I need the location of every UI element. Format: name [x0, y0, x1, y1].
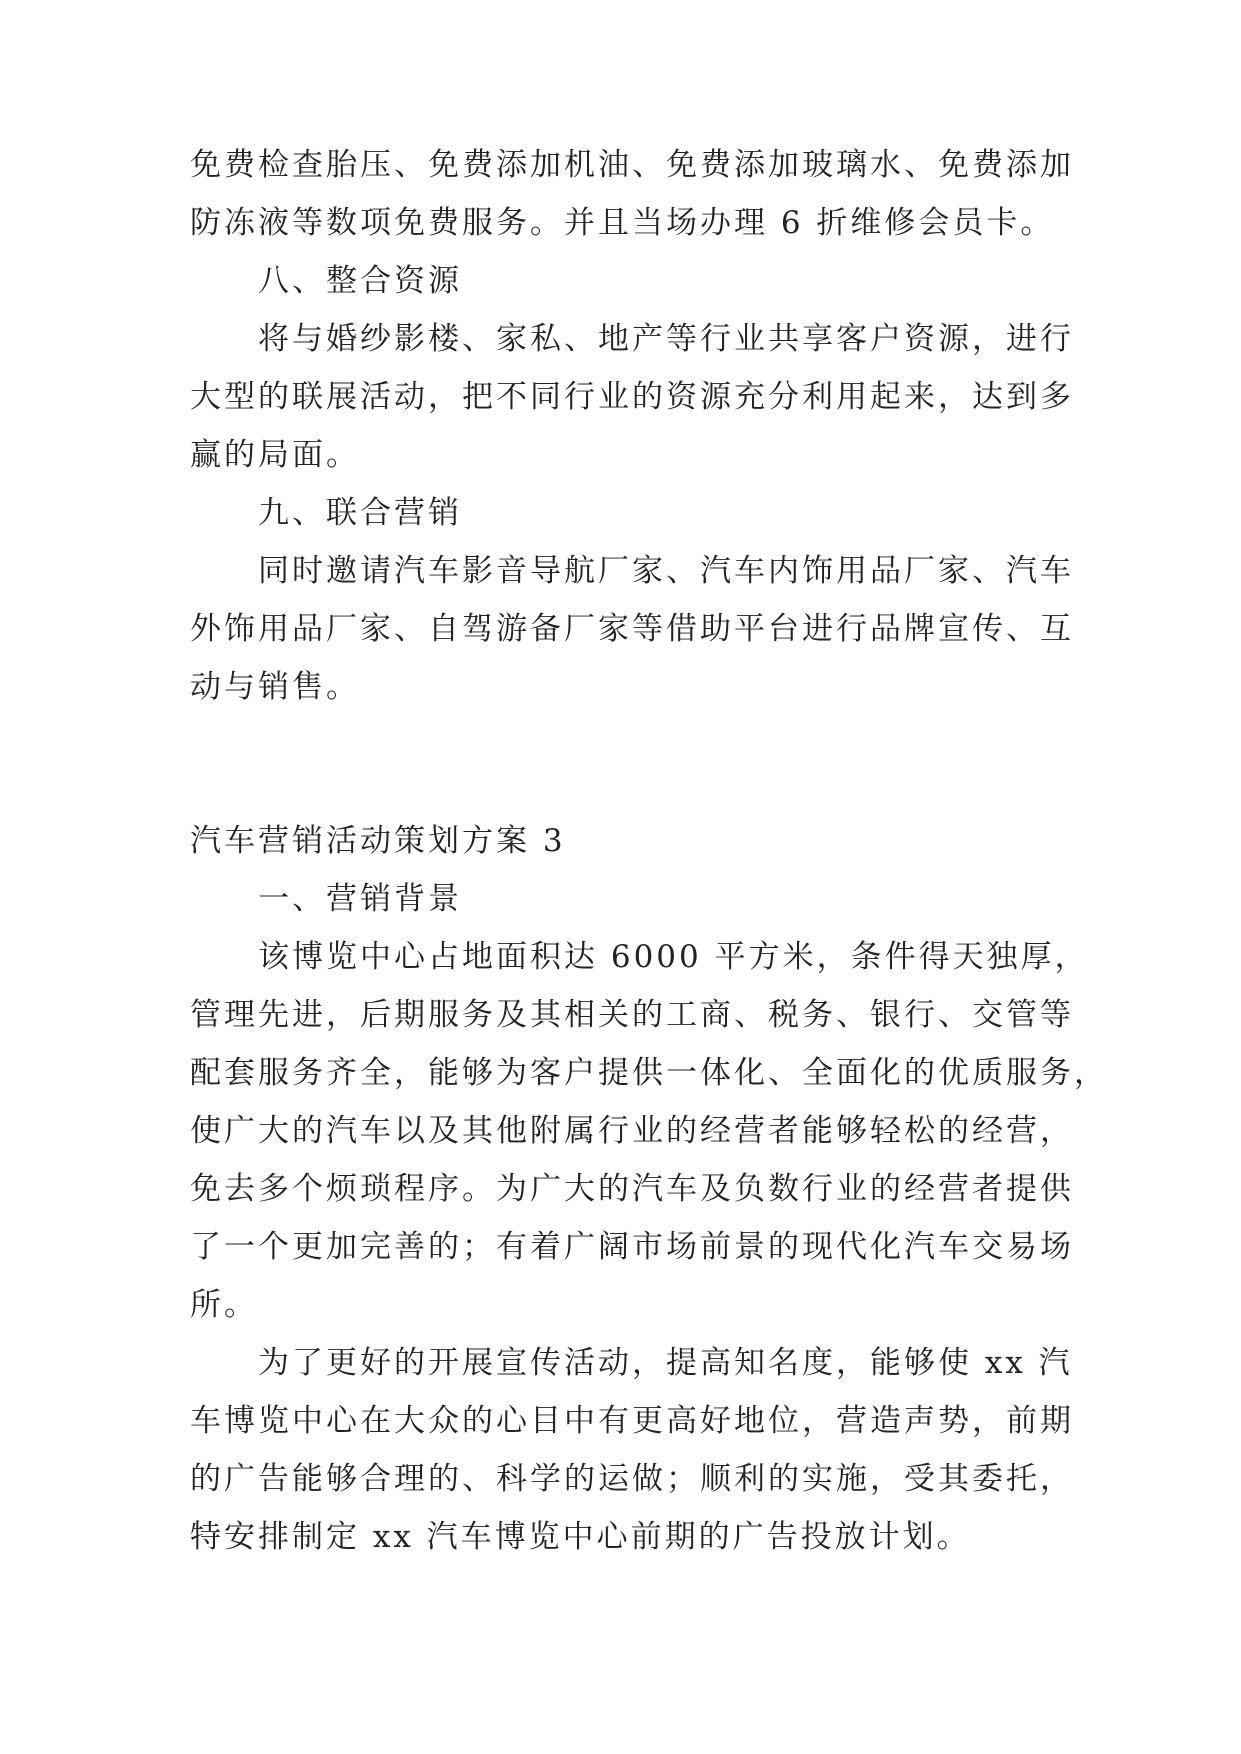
- heading-marketing-background: 一、营销背景: [258, 881, 462, 917]
- text-line: 免去多个烦琐程序。为广大的汽车及负数行业的经营者提供: [190, 1171, 1074, 1207]
- heading-integrate-resources: 八、整合资源: [258, 263, 462, 299]
- body-text-block-2: [190, 870, 1108, 1566]
- heading-joint-marketing: 九、联合营销: [258, 495, 462, 531]
- text-line: 防冻液等数项免费服务。并且当场办理 6 折维修会员卡。: [190, 205, 1055, 241]
- text-line: 该博览中心占地面积达 6000 平方米，条件得天独厚，: [258, 939, 1089, 975]
- text-line: 外饰用品厂家、自驾游备厂家等借助平台进行品牌宣传、互: [190, 611, 1074, 647]
- text-line: 将与婚纱影楼、家私、地产等行业共享客户资源，进行: [258, 321, 1074, 357]
- text-line: 管理先进，后期服务及其相关的工商、税务、银行、交管等: [190, 997, 1074, 1033]
- text-line: 免费检查胎压、免费添加机油、免费添加玻璃水、免费添加: [190, 147, 1074, 183]
- text-line: 所。: [190, 1287, 258, 1323]
- text-line: 配套服务齐全，能够为客户提供一体化、全面化的优质服务，: [190, 1055, 1108, 1091]
- body-text-block-1: [190, 136, 1074, 716]
- text-line: 车博览中心在大众的心目中有更高好地位，营造声势，前期: [190, 1403, 1074, 1439]
- text-line: 赢的局面。: [190, 437, 360, 473]
- text-line: 了一个更加完善的；有着广阔市场前景的现代化汽车交易场: [190, 1229, 1074, 1265]
- text-line: 使广大的汽车以及其他附属行业的经营者能够轻松的经营，: [190, 1113, 1074, 1149]
- text-line: 特安排制定 xx 汽车博览中心前期的广告投放计划。: [190, 1519, 971, 1555]
- text-line: 同时邀请汽车影音导航厂家、汽车内饰用品厂家、汽车: [258, 553, 1074, 589]
- section-title: 汽车营销活动策划方案 3: [190, 823, 566, 859]
- text-line: 为了更好的开展宣传活动，提高知名度，能够使 xx 汽: [258, 1345, 1073, 1381]
- text-line: 大型的联展活动，把不同行业的资源充分利用起来，达到多: [190, 379, 1074, 415]
- text-line: 的广告能够合理的、科学的运做；顺利的实施，受其委托，: [190, 1461, 1074, 1497]
- text-line: 动与销售。: [190, 669, 360, 705]
